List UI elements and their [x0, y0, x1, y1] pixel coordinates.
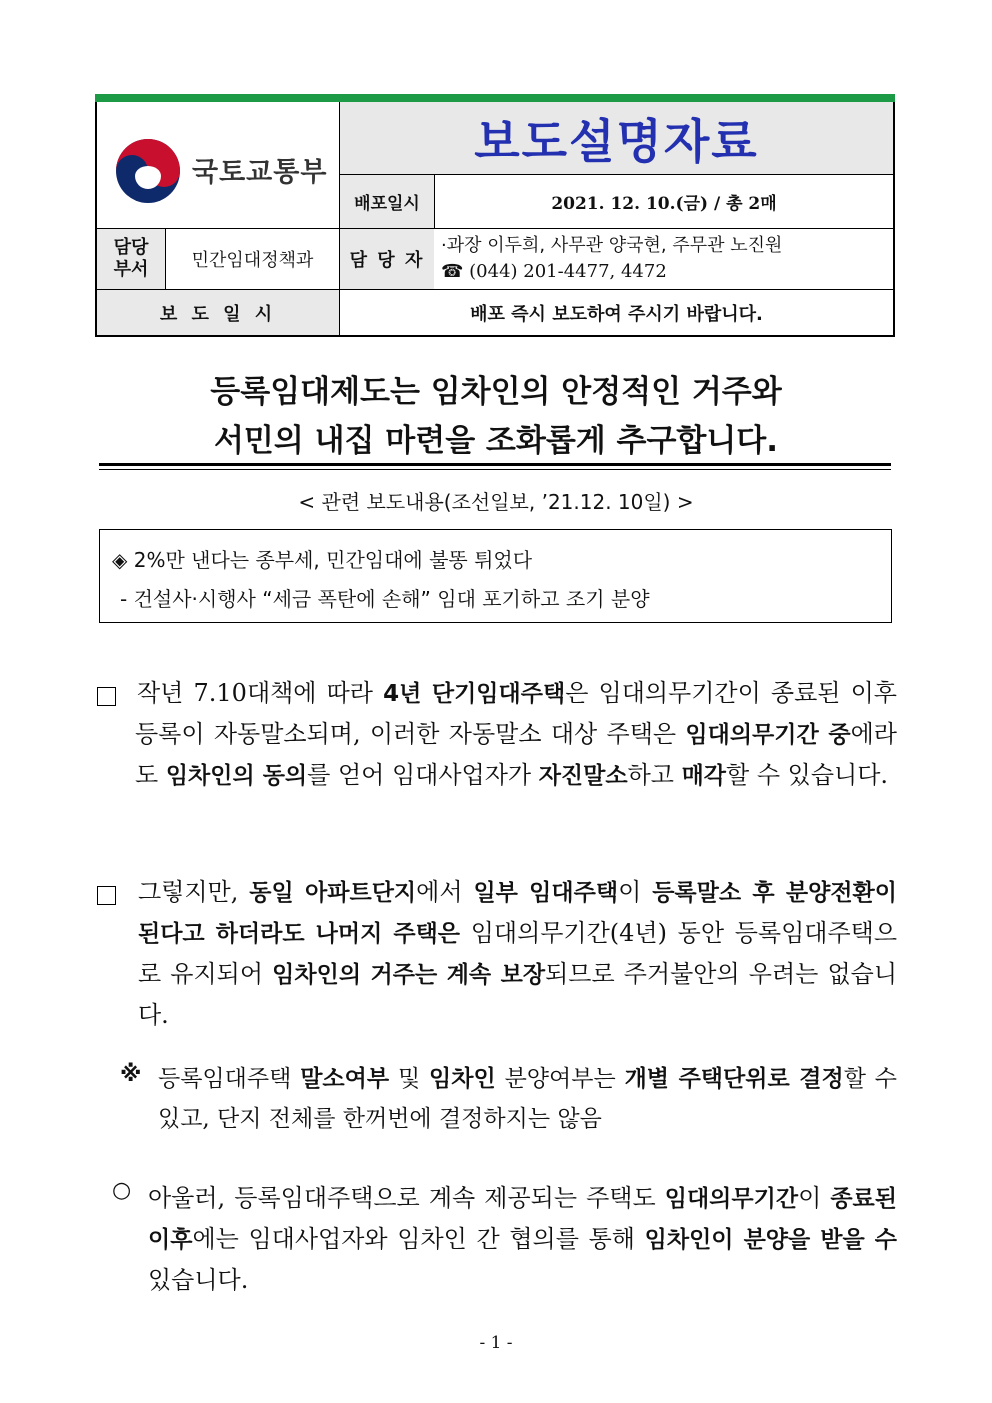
emphasis-text: 4년 단기임대주택 — [383, 681, 566, 707]
body-text: 에는 임대사업자와 임차인 간 협의를 통해 — [192, 1225, 645, 1253]
department-value: 민간임대정책과 — [191, 250, 314, 271]
body-text: 및 — [389, 1066, 430, 1092]
body-text: 이 — [618, 878, 653, 906]
body-text: 은 임대의무기간이 종료된 이후 등록이 자동말소되며, 이러한 자동말소 대상 주택은 — [135, 679, 897, 748]
emphasis-text: 임차인 — [429, 1066, 496, 1092]
body-text: 분양여부는 — [495, 1066, 625, 1092]
related-report-caption: < 관련 보도내용(조선일보, ’21.12. 10일) > — [298, 490, 694, 514]
emphasis-text: 등록말소 후 분양전환이 된다고 하더라도 나머지 주택은 — [138, 880, 897, 947]
contact-label: 담 당 자 — [340, 229, 434, 289]
body-text: 에라도 — [135, 720, 897, 789]
body-text: 를 얻어 임대사업자가 — [307, 761, 539, 789]
emphasis-text: 임차인의 거주는 계속 보장 — [272, 962, 546, 988]
paragraph-2 — [138, 872, 897, 1035]
body-text: 아울러, 등록임대주택으로 계속 제공되는 주택도 — [148, 1184, 665, 1212]
body-text: 있습니다. — [148, 1266, 249, 1294]
emphasis-text: 임대의무기간 중 — [685, 722, 851, 748]
emphasis-text: 일부 임대주택 — [473, 880, 619, 906]
emphasis-text: 동일 아파트단지 — [249, 880, 417, 906]
document-type-title: 보도설명자료 — [474, 114, 759, 170]
emphasis-text: 임대의무기간 — [664, 1186, 799, 1212]
body-text: 할 수 있고, 단지 전체를 한꺼번에 결정하지는 않음 — [158, 1066, 898, 1132]
news-summary-line-1: ◈ 2%만 낸다는 종부세, 민간임대에 불똥 튀었다 — [112, 548, 533, 572]
distribution-date: 2021. 12. 10.(금) / 총 2매 — [551, 194, 777, 214]
body-text: 그렇지만, — [138, 878, 250, 906]
checkbox-bullet-icon — [97, 687, 116, 706]
emphasis-text: 임차인의 동의 — [165, 763, 308, 789]
contact-names: ·과장 이두희, 사무관 양국현, 주무관 노진원 — [441, 235, 783, 256]
paragraph-1 — [135, 673, 897, 796]
emphasis-text: 말소여부 — [300, 1066, 390, 1092]
note-paragraph — [158, 1059, 897, 1139]
contact-value — [435, 229, 893, 289]
emphasis-text: 매각 — [681, 763, 727, 789]
body-text: 되므로 주거불안의 우려는 없습니다. — [138, 960, 898, 1029]
header-accent-bar — [95, 94, 895, 102]
document-type-title-cell — [340, 102, 893, 174]
ministry-name: 국토교통부 — [192, 157, 328, 188]
headline-rule-thin — [99, 469, 891, 470]
body-text: 작년 7.10대책에 따라 — [137, 679, 384, 707]
emphasis-text: 자진말소 — [538, 763, 628, 789]
contact-phone-line — [441, 259, 667, 285]
headline-line-1: 등록임대제도는 임차인의 안정적인 거주와 — [210, 374, 782, 410]
ministry-logo-cell — [97, 102, 339, 228]
emphasis-text: 종료된 이후 — [148, 1186, 897, 1253]
circle-bullet-icon: ○ — [112, 1178, 132, 1203]
body-text: 에서 — [416, 878, 474, 906]
checkbox-bullet-icon — [97, 886, 116, 905]
emphasis-text: 임차인이 분양을 받을 수 — [644, 1227, 897, 1253]
body-text: 등록임대주택 — [158, 1066, 301, 1092]
page-number: - 1 - — [479, 1333, 513, 1353]
headline-line-2: 서민의 내집 마련을 조화롭게 추구합니다. — [213, 423, 779, 459]
news-summary-line-2: - 건설사·시행사 “세금 폭탄에 손해” 임대 포기하고 조기 분양 — [120, 587, 650, 611]
contact-phone: (044) 201-4477, 4472 — [469, 261, 667, 282]
note-mark-icon: ※ — [120, 1062, 142, 1087]
phone-icon: ☎ — [441, 261, 464, 282]
distribution-label: 배포일시 — [340, 175, 434, 228]
government-emblem-icon — [113, 136, 183, 206]
release-label: 보 도 일 시 — [97, 290, 339, 335]
body-text: 이 — [798, 1184, 831, 1212]
paragraph-3 — [148, 1178, 897, 1300]
headline-rule-thick — [99, 463, 891, 466]
release-value: 배포 즉시 보도하여 주시기 바랍니다. — [470, 303, 763, 325]
department-label: 담당 부서 — [97, 229, 165, 289]
body-text: 임대의무기간(4년) 동안 등록임대주택으로 유지되어 — [138, 919, 897, 988]
body-text: 하고 — [627, 761, 682, 789]
body-text: 할 수 있습니다. — [726, 761, 889, 789]
press-header-table — [95, 94, 895, 337]
news-summary-box — [99, 529, 892, 623]
emphasis-text: 개별 주택단위로 결정 — [624, 1066, 844, 1092]
